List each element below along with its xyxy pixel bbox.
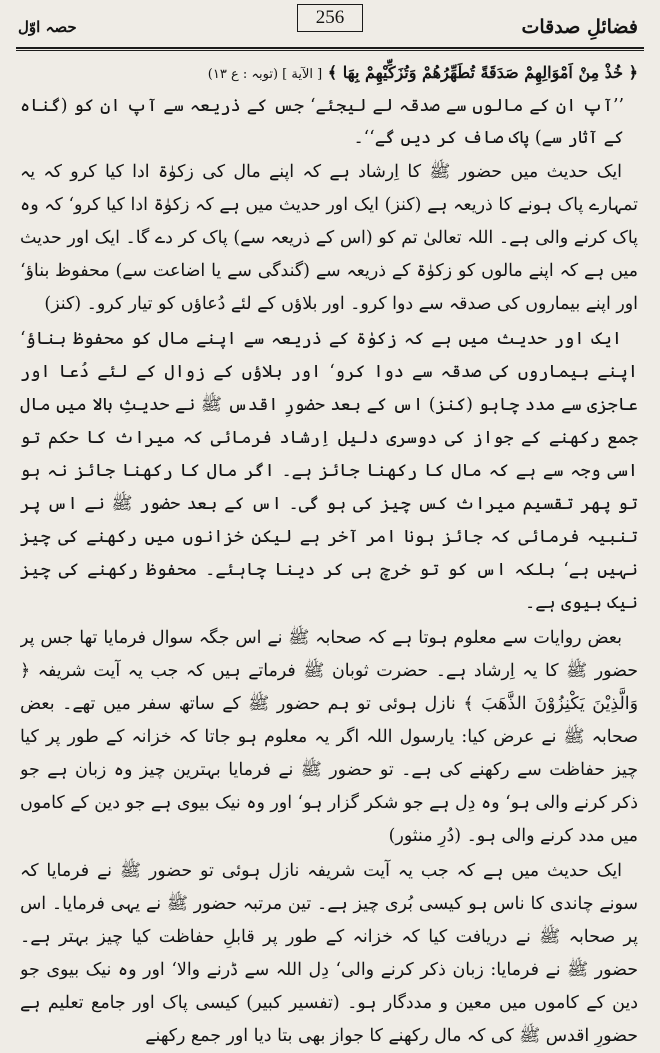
paragraph: بعض روایات سے معلوم ہوتا ہے کہ صحابہ ﷺ نے اس جگہ سوال فرمایا تھا جس پر حضور ﷺ کا یہ اِرشاد ہے۔ حضرت ثوبان ﷺ فرماتے ہیں کہ جب یہ آیت شریفہ ﴿ وَالَّذِيْنَ يَكْنِزُوْنَ الذَّهَبَ ﴾ نازل ہوئی تو ہم حضور ﷺ کے ساتھ سفر میں تھے۔ بعض صحابہ ﷺ نے عرض کیا: یارسول اللہ اگر یہ معلوم ہو جاتا کہ خزانہ کے طور پر کیا چیز حفاظت سے رکھنے کی ہے۔ تو حضور ﷺ نے فرمایا بہترین چیز وہ زبان ہے جو ذکر کرنے والی ہو‘ وہ دِل ہے جو شکر گزار ہو‘ اور وہ نیک بیوی ہے جو دین کے کاموں میں مدد کرنے والی ہو۔ (دُرِ منثور): [20, 628, 638, 846]
verse-translation: ’’آپ ان کے مالوں سے صدقہ لے لیجئے‘ جس کے ذریعہ سے آپ ان کو (گناہ کے آثار سے) پاک صاف کر دیں گے‘‘۔: [20, 96, 624, 148]
quran-verse: [20, 58, 638, 90]
header-rule: [16, 47, 644, 49]
book-title: فضائلِ صدقات: [521, 16, 638, 38]
page-body: [20, 58, 638, 1047]
verse-arabic: ﴿ خُذْ مِنْ اَمْوَالِهِمْ صَدَقَةً تُطَهِّرُهُمْ وَتُزَكِّيْهِمْ بِهَا ﴾: [327, 63, 638, 82]
verse-reference: [ الآية ] (توبہ : ع ١٣): [207, 67, 323, 82]
paragraph: ایک حدیث میں حضور ﷺ کا اِرشاد ہے کہ اپنے مال کی زکوٰۃ ادا کیا کرو کہ یہ تمہارے پاک ہونے کا ذریعہ ہے (کنز) ایک اور حدیث میں ہے کہ زکوٰۃ ادا کیا کرو‘ کہ وہ پاک کرنے والی ہے۔ اللہ تعالیٰ تم کو (اس کے ذریعہ سے) پاک کر دے گا۔ ایک اور حدیث میں ہے کہ اپنے مالوں کو زکوٰۃ کے ذریعہ سے (گندگی سے یا اضاعت سے) محفوظ بناؤ‘ اور اپنے بیماروں کی صدقہ سے دوا کرو۔ اور بلاؤں کے لئے دُعاؤں کو تیار کرو۔ (کنز): [20, 162, 638, 314]
volume-label: حصہ اوّل: [18, 18, 77, 36]
paragraph: ایک اور حدیث میں ہے کہ زکوٰۃ کے ذریعہ سے اپنے مال کو محفوظ بناؤ‘ اپنے بیماروں کی صدقہ سے دوا کرو‘ اور بلاؤں کے زوال کے لئے دُعا اور عاجزی سے مدد چاہو (کنز) اس کے بعد حضورِ اقدس ﷺ نے حدیثِ بالا میں مال جمع رکھنے کے جواز کی دوسری دلیل اِرشاد فرمائی کہ میراث کا حکم تو اسی وجہ سے ہے کہ مال کا رکھنا جائز ہے۔ اگر مال کا رکھنا جائز نہ ہو تو پھر تقسیم میراث کس چیز کی ہو گی۔ اس کے بعد حضور ﷺ نے اس پر تنبیہ فرمائی کہ جائز ہونا امر آخر ہے لیکن خزانوں میں رکھنے کی چیز نہیں ہے‘ بلکہ اس کو تو خرچ ہی کر دینا چاہئے۔ محفوظ رکھنے کی چیز نیک بیوی ہے۔: [20, 329, 638, 613]
header-rule-thin: [16, 50, 644, 51]
paragraph: ایک حدیث میں ہے کہ جب یہ آیت شریفہ نازل ہوئی تو حضور ﷺ نے فرمایا کہ سونے چاندی کا ناس ہو کیسی بُری چیز ہے۔ تین مرتبہ حضور ﷺ نے یہی فرمایا۔ اس پر صحابہ ﷺ نے دریافت کیا کہ خزانہ کے طور پر قابلِ حفاظت کیا چیز بہتر ہے۔ حضور ﷺ نے فرمایا: زبان ذکر کرنے والی‘ دِل اللہ سے ڈرنے والا‘ اور وہ نیک بیوی جو دین کے کاموں میں معین و مددگار ہو۔ (تفسیر کبیر) کیسی پاک اور جامع تعلیم ہے حضورِ اقدس ﷺ کی کہ مال رکھنے کا جواز بھی بتا دیا اور جمع رکھنے: [20, 861, 638, 1046]
page-number: 256: [297, 4, 363, 32]
